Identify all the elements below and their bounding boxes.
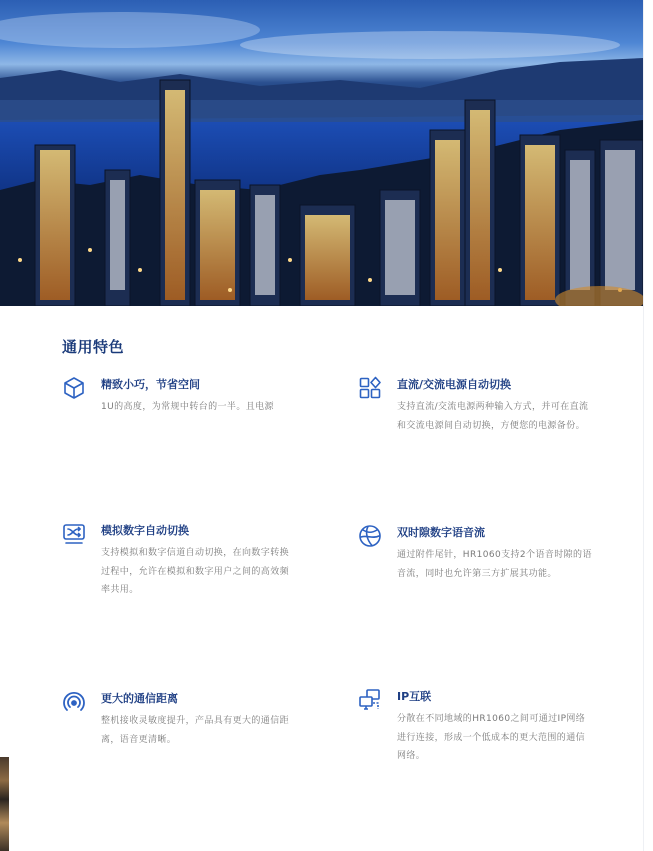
- feature-description: 通过附件尾针，HR1060支持2个语音时隙的语音流，同时也允许第三方扩展其功能。: [397, 550, 592, 579]
- feature-description: 整机接收灵敏度提升，产品具有更大的通信距离，语音更清晰。: [101, 716, 290, 745]
- page-edge: [643, 0, 653, 851]
- globe-circle-icon: [358, 524, 382, 548]
- feature-description: 1U的高度，为常规中转台的一半。且电源: [101, 402, 274, 412]
- skyline-illustration: [0, 0, 643, 306]
- feature-description: 支持模拟和数字信道自动切换，在向数字转换过程中，允许在模拟和数字用户之间的高效频率共用。: [101, 548, 290, 595]
- grid-diamond-icon: [358, 376, 382, 400]
- signal-broadcast-icon: [62, 690, 86, 714]
- feature-title: 精致小巧，节省空间: [101, 378, 200, 391]
- cube-icon: [62, 376, 86, 400]
- feature-title: 直流/交流电源自动切换: [397, 378, 512, 391]
- feature-title: 双时隙数字语音流: [397, 526, 485, 539]
- shuffle-switch-icon: [62, 522, 86, 546]
- feature-title: 更大的通信距离: [101, 692, 178, 705]
- network-computers-icon: [358, 688, 382, 712]
- adjacent-page-image-sliver: [0, 757, 9, 851]
- feature-description: 支持直流/交流电源两种输入方式，并可在直流和交流电源间自动切换，方便您的电源备份。: [397, 402, 589, 431]
- feature-title: 模拟数字自动切换: [101, 524, 189, 537]
- hero-skyline-image: [0, 0, 643, 306]
- feature-title: IP互联: [397, 690, 432, 703]
- feature-description: 分散在不同地域的HR1060之间可通过IP网络进行连接，形成一个低成本的更大范围的通信网络。: [397, 714, 586, 761]
- section-title: 通用特色: [62, 338, 125, 356]
